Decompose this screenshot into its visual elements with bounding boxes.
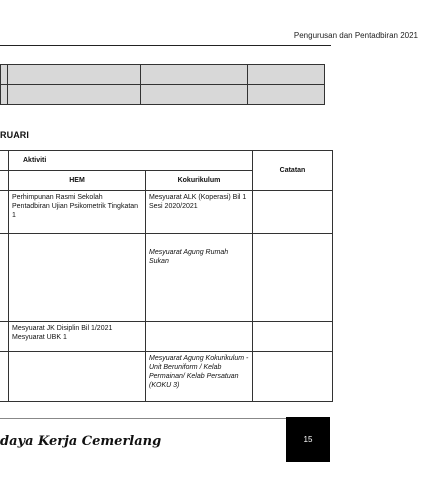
page-number: 15 [303,435,313,444]
table-row [1,85,325,105]
table-header-row [0,151,333,171]
table-row [0,322,333,352]
header-rule [0,45,331,46]
previous-table-fragment [0,64,325,105]
kokurikulum-cell: Mesyuarat ALK (Koperasi) Bil 1 Sesi 2020/2021 [146,191,253,234]
catatan-cell [253,352,333,402]
kokurikulum-cell: Mesyuarat Agung Kokurikulum - Unit Beruniform / Kelab Permainan/ Kelab Persatuan (KOKU 3) [146,352,253,402]
table-row [1,65,325,85]
catatan-cell [253,322,333,352]
page-number-box [286,417,330,462]
hem-cell [9,352,146,402]
hem-cell [9,234,146,322]
catatan-cell [253,191,333,234]
kokurikulum-cell [146,322,253,352]
section-title: RUARI [0,130,29,140]
page-header-title: Pengurusan dan Pentadbiran 2021 [293,31,418,40]
activity-table [0,150,333,402]
hem-cell: Perhimpunan Rasmi Sekolah Pentadbiran Ujian Psikometrik Tingkatan 1 [9,191,146,234]
footer-rule [0,418,300,419]
catatan-header: Catatan [253,151,333,191]
footer-motto: daya Kerja Cemerlang [0,434,162,449]
kokurikulum-header: Kokurikulum [146,171,253,191]
hem-cell: Mesyuarat JK Disiplin Bil 1/2021 Mesyuarat UBK 1 [9,322,146,352]
aktiviti-header: Aktiviti [9,151,253,171]
table-row [0,191,333,234]
table-row [0,234,333,322]
table-row [0,352,333,402]
hem-header: HEM [9,171,146,191]
kokurikulum-cell: Mesyuarat Agung Rumah Sukan [146,234,253,322]
catatan-cell [253,234,333,322]
